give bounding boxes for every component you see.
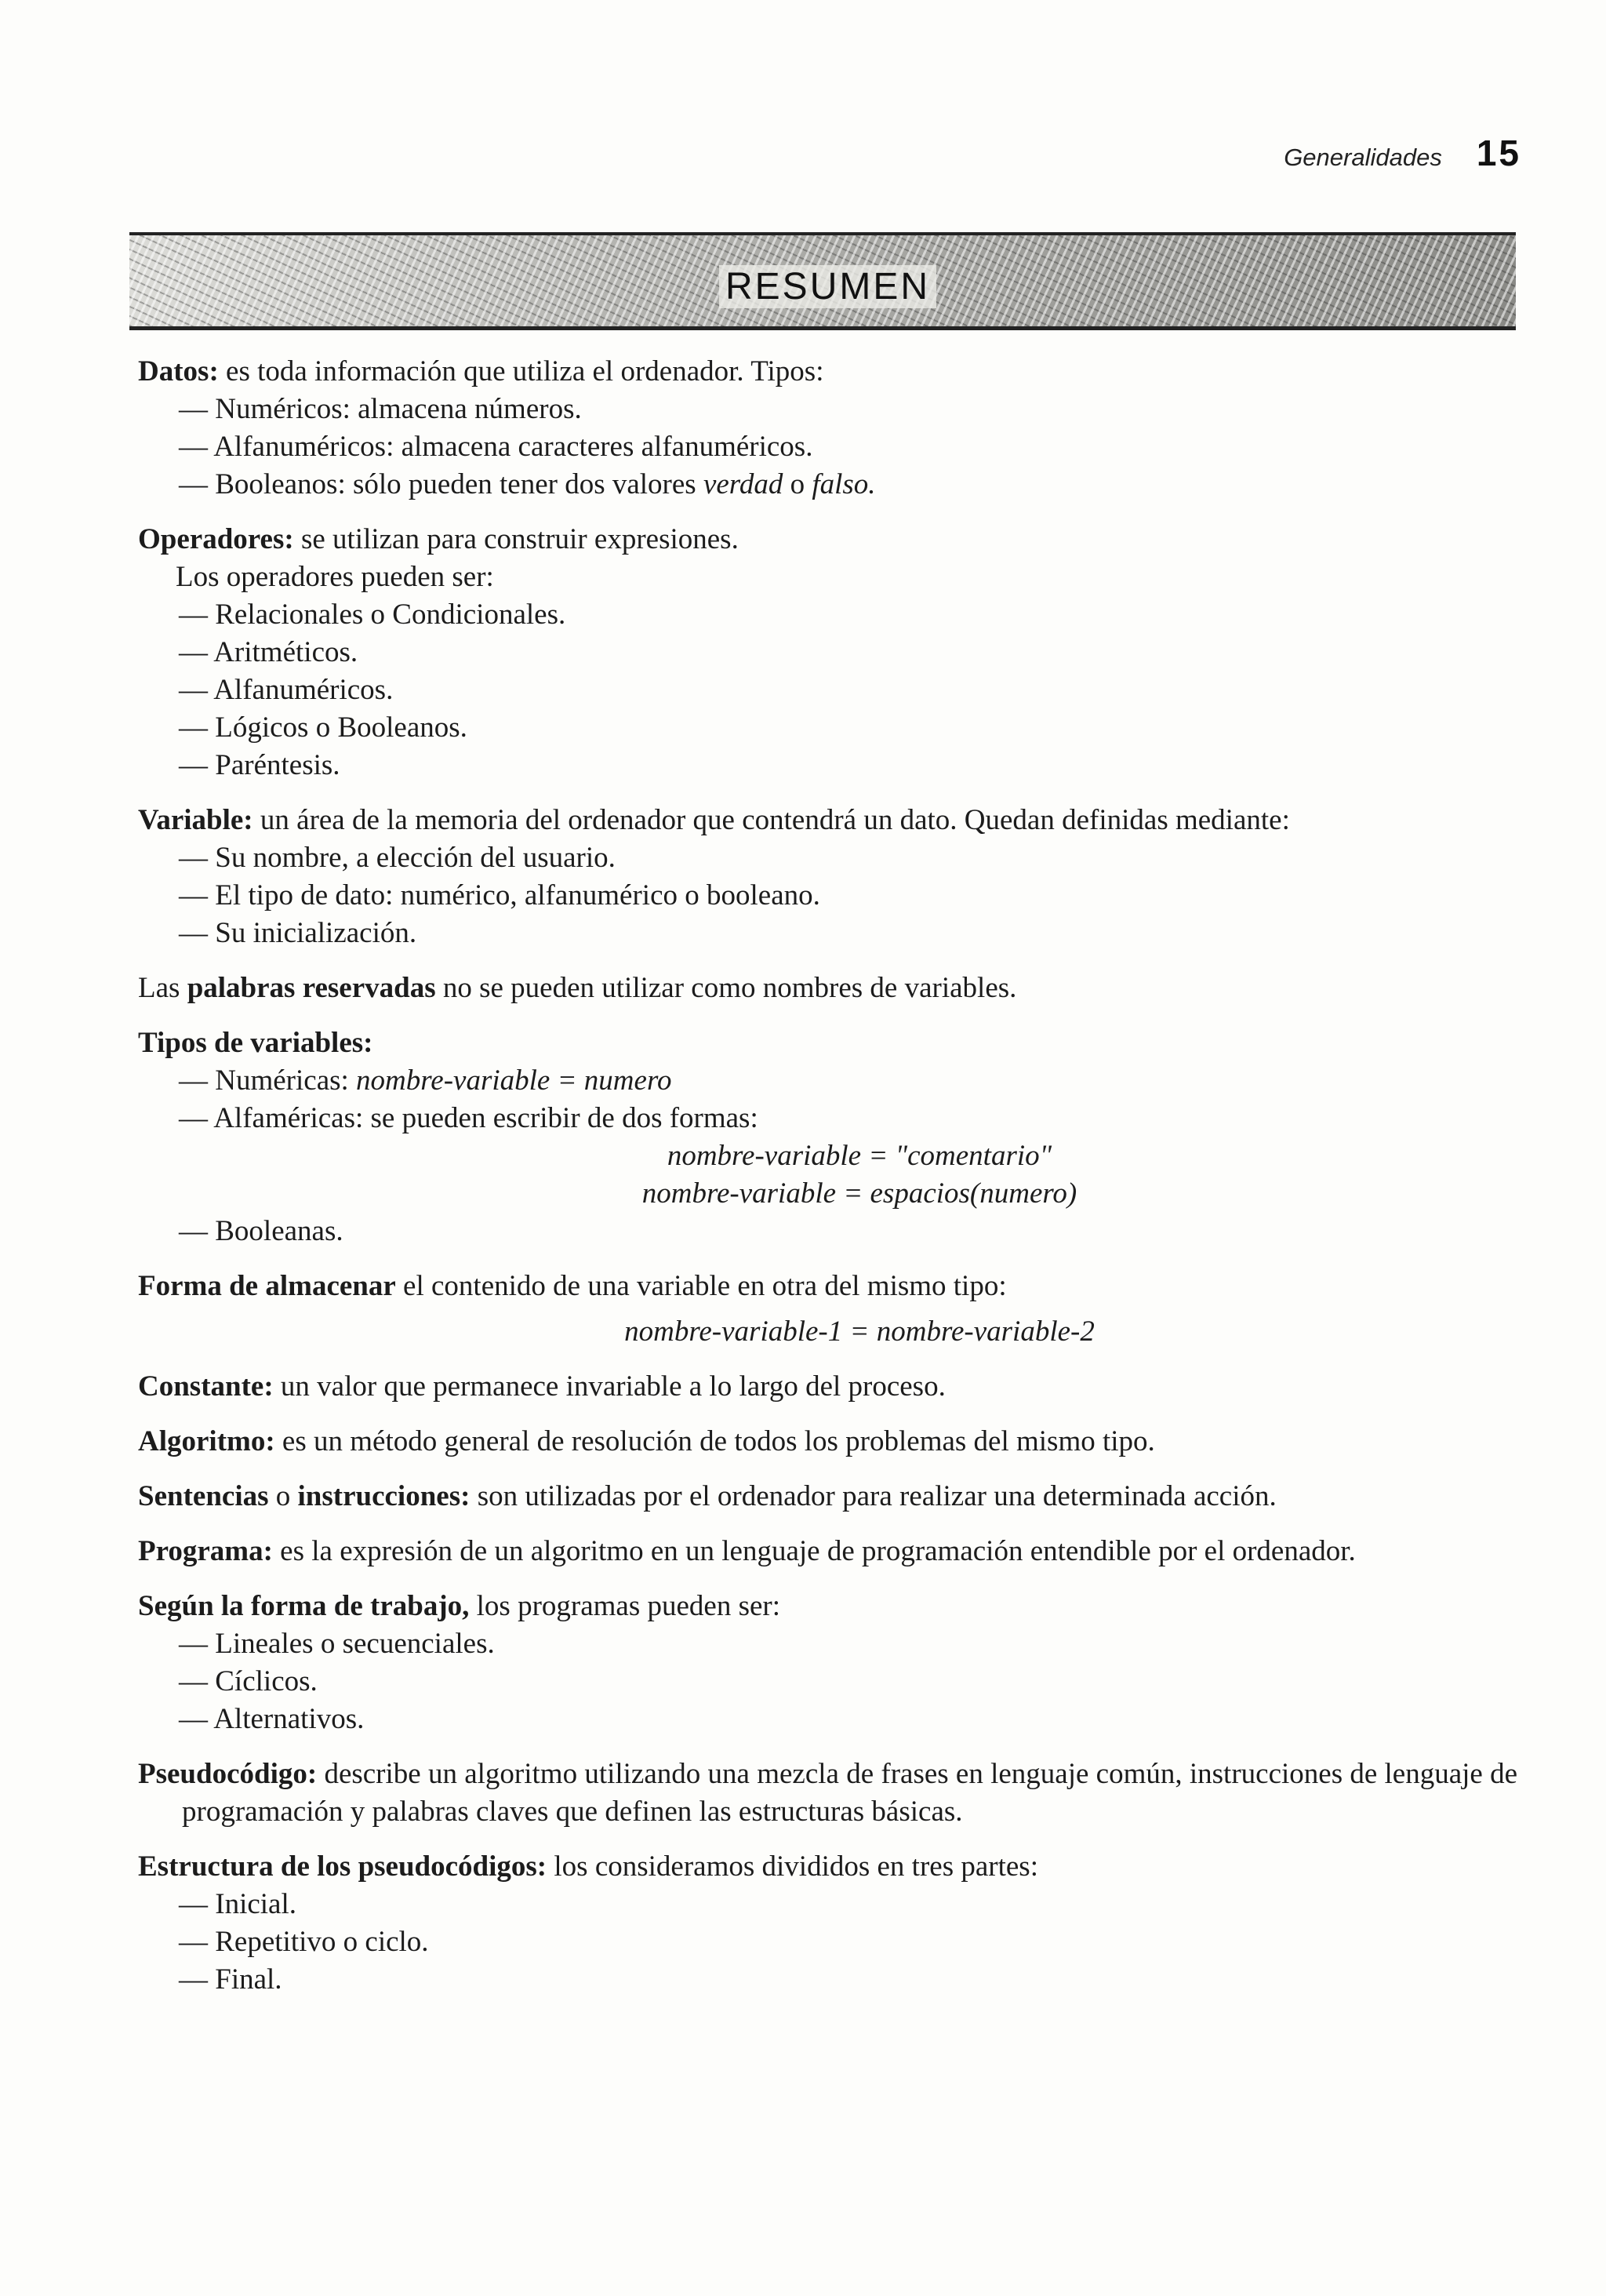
list-item bbox=[138, 466, 1534, 504]
palabras-text: no se pueden utilizar como nombres de variables. bbox=[435, 972, 1017, 1004]
sentencias-text: son utilizadas por el ordenador para realizar una determinada acción. bbox=[470, 1480, 1277, 1512]
algoritmo-term: Algoritmo: bbox=[138, 1425, 275, 1457]
datos-section bbox=[138, 353, 1534, 504]
sentencias-section bbox=[138, 1478, 1534, 1516]
formula-espacios: nombre-variable = espacios(numero) bbox=[641, 1177, 1077, 1210]
datos-text: es toda información que utiliza el ordenador. Tipos: bbox=[218, 355, 824, 388]
list-item: — Final. bbox=[179, 1963, 282, 1996]
list-item: — Repetitivo o ciclo. bbox=[179, 1926, 429, 1958]
constante-term: Constante: bbox=[138, 1370, 274, 1403]
sentencias-term-1: Sentencias bbox=[138, 1480, 269, 1512]
sentencias-term-2: instrucciones: bbox=[297, 1480, 471, 1512]
variable-text: un área de la memoria del ordenador que contendrá un dato. Quedan definidas mediante: bbox=[253, 804, 1290, 836]
estructura-text: los consideramos divididos en tres partes: bbox=[547, 1850, 1038, 1883]
page-number: 15 bbox=[1476, 133, 1521, 173]
list-item: — Lineales o secuenciales. bbox=[179, 1628, 495, 1660]
formula-comentario: nombre-variable = "comentario" bbox=[667, 1140, 1052, 1172]
segun-term: Según la forma de trabajo, bbox=[138, 1590, 470, 1622]
datos-term: Datos: bbox=[138, 355, 219, 388]
bool-value-false: falso. bbox=[812, 468, 876, 500]
programa-section bbox=[138, 1533, 1534, 1570]
num-prefix: — Numéricas: bbox=[179, 1064, 357, 1097]
list-item: — Inicial. bbox=[179, 1888, 297, 1920]
programa-term: Programa: bbox=[138, 1535, 273, 1567]
list-item: — Alfanuméricos: almacena caracteres alfanuméricos. bbox=[179, 431, 813, 463]
operadores-term: Operadores: bbox=[138, 523, 294, 555]
estructura-term: Estructura de los pseudocódigos: bbox=[138, 1850, 547, 1883]
tipos-section bbox=[138, 1024, 1534, 1250]
variable-section bbox=[138, 802, 1534, 952]
pseudocodigo-text: describe un algoritmo utilizando una mezcla de frases en lenguaje común, instrucciones de lenguaje de programación y palabras claves que definen las estructuras básicas. bbox=[182, 1758, 1518, 1828]
forma-text: el contenido de una variable en otra del mismo tipo: bbox=[395, 1270, 1007, 1302]
operadores-intro: Los operadores pueden ser: bbox=[176, 561, 494, 593]
list-item: — Numéricos: almacena números. bbox=[179, 393, 582, 425]
tipos-term: Tipos de variables: bbox=[138, 1027, 373, 1059]
list-item: — El tipo de dato: numérico, alfanumérico o booleano. bbox=[179, 879, 820, 911]
sentencias-mid: o bbox=[268, 1480, 298, 1512]
bool-value-true: verdad bbox=[703, 468, 783, 500]
palabras-pre: Las bbox=[138, 972, 187, 1004]
section-banner bbox=[129, 232, 1516, 330]
bool-prefix: — Booleanos: sólo pueden tener dos valores bbox=[179, 468, 703, 500]
page-header bbox=[1284, 132, 1521, 174]
constante-text: un valor que permanece invariable a lo largo del proceso. bbox=[273, 1370, 946, 1403]
palabras-term: palabras reservadas bbox=[187, 972, 436, 1004]
list-item: — Lógicos o Booleanos. bbox=[179, 711, 467, 744]
list-item: — Alternativos. bbox=[179, 1703, 365, 1735]
segun-text: los programas pueden ser: bbox=[469, 1590, 781, 1622]
pseudocodigo-section bbox=[138, 1756, 1534, 1831]
list-item: — Cíclicos. bbox=[179, 1665, 318, 1697]
summary-content bbox=[138, 353, 1534, 2016]
operadores-text: se utilizan para construir expresiones. bbox=[293, 523, 739, 555]
list-item bbox=[138, 1062, 1534, 1100]
banner-title: RESUMEN bbox=[719, 265, 936, 308]
list-item: — Alfaméricas: se pueden escribir de dos formas: bbox=[179, 1102, 758, 1134]
list-item: — Paréntesis. bbox=[179, 749, 340, 781]
algoritmo-section bbox=[138, 1423, 1534, 1461]
list-item: — Su nombre, a elección del usuario. bbox=[179, 842, 616, 874]
num-formula: nombre-variable = numero bbox=[356, 1064, 672, 1097]
variable-term: Variable: bbox=[138, 804, 253, 836]
segun-section bbox=[138, 1588, 1534, 1738]
list-item: — Alfanuméricos. bbox=[179, 674, 394, 706]
list-item: — Su inicialización. bbox=[179, 917, 417, 949]
pseudocodigo-term: Pseudocódigo: bbox=[138, 1758, 318, 1790]
algoritmo-text: es un método general de resolución de todos los problemas del mismo tipo. bbox=[274, 1425, 1155, 1457]
programa-text: es la expresión de un algoritmo en un lenguaje de programación entendible por el ordenador. bbox=[272, 1535, 1356, 1567]
running-head: Generalidades bbox=[1284, 144, 1442, 171]
list-item: — Booleanas. bbox=[179, 1215, 343, 1247]
estructura-section bbox=[138, 1848, 1534, 1999]
constante-section bbox=[138, 1368, 1534, 1406]
forma-section bbox=[138, 1268, 1534, 1351]
forma-term: Forma de almacenar bbox=[138, 1270, 396, 1302]
palabras-section bbox=[138, 970, 1534, 1007]
operadores-section bbox=[138, 521, 1534, 784]
bool-mid: o bbox=[783, 468, 812, 500]
list-item: — Aritméticos. bbox=[179, 636, 358, 668]
list-item: — Relacionales o Condicionales. bbox=[179, 599, 566, 631]
forma-formula: nombre-variable-1 = nombre-variable-2 bbox=[624, 1315, 1095, 1348]
